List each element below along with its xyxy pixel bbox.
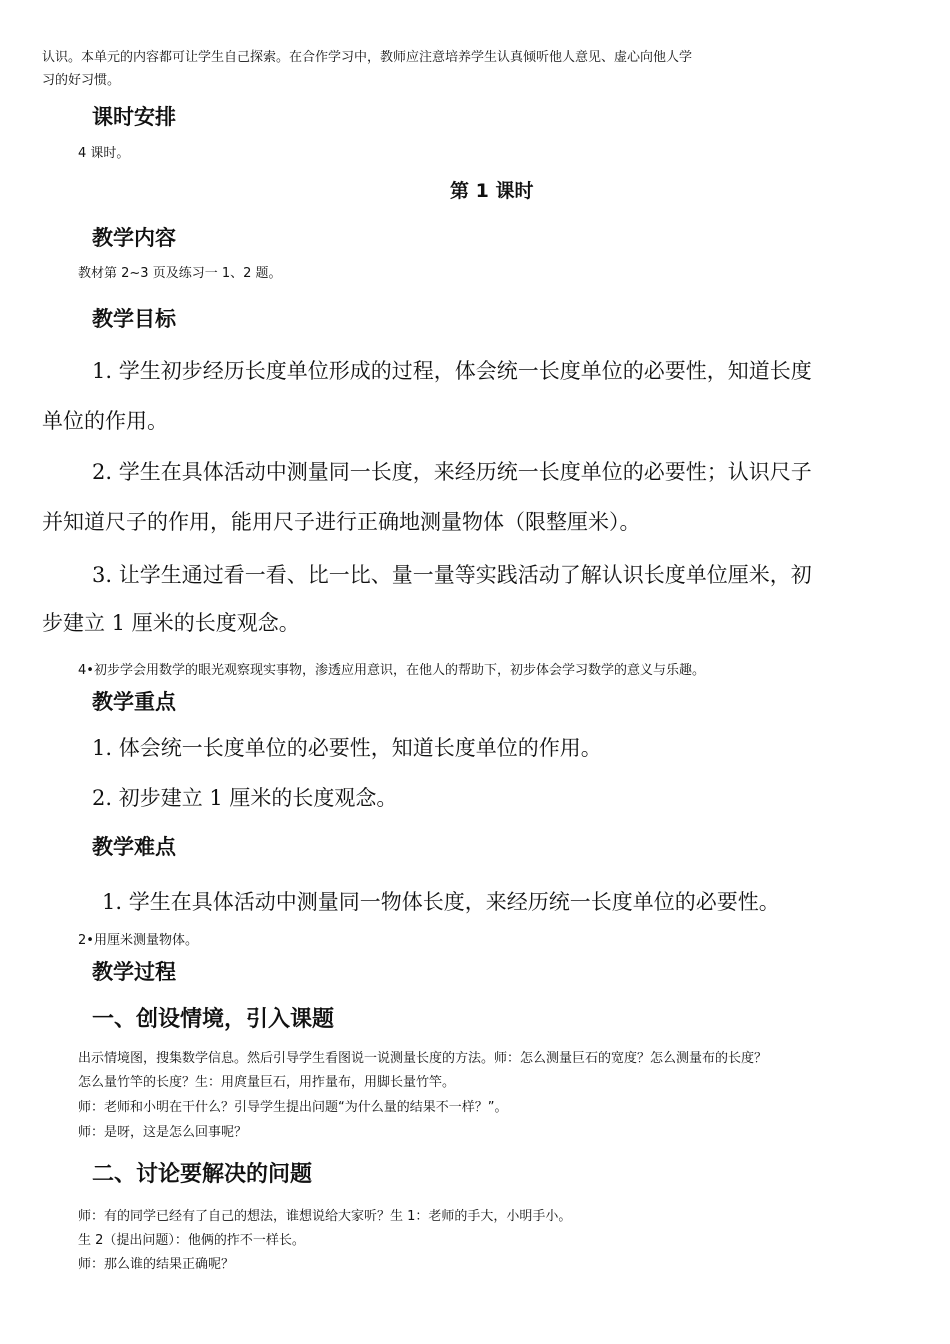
part-2-para-2: 生 2（提出问题）：他俩的拃不一样长。 — [78, 1233, 305, 1248]
content-heading: 教学内容 — [92, 226, 176, 250]
key-point-2: 2. 初步建立 1 厘米的长度观念。 — [92, 786, 398, 810]
goal-2-line-1: 2. 学生在具体活动中测量同一长度，来经历统一长度单位的必要性；认识尺子 — [92, 460, 812, 484]
goal-1-line-1: 1. 学生初步经历长度单位形成的过程，体会统一长度单位的必要性，知道长度 — [92, 359, 812, 383]
goal-2-line-2: 并知道尺子的作用，能用尺子进行正确地测量物体（限整厘米）。 — [42, 510, 641, 534]
part-1-para-1-line-2: 怎么量竹竿的长度？生：用庹量巨石，用拃量布，用脚长量竹竿。 — [78, 1075, 456, 1090]
part-1-para-2: 师：老师和小明在干什么？引导学生提出问题“为什么量的结果不一样？”。 — [78, 1100, 508, 1115]
lesson-title: 第 1 课时 — [450, 180, 534, 202]
part-1-para-1-line-1: 出示情境图，搜集数学信息。然后引导学生看图说一说测量长度的方法。师：怎么测量巨石的宽度？怎么测量布的长度？ — [78, 1051, 768, 1066]
part-2-heading: 二、讨论要解决的问题 — [92, 1162, 313, 1187]
part-2-para-1: 师：有的同学已经有了自己的想法，谁想说给大家听？生 1：老师的手大，小明手小。 — [78, 1209, 572, 1224]
process-heading: 教学过程 — [92, 960, 176, 984]
schedule-heading: 课时安排 — [92, 105, 176, 129]
content-text: 教材第 2~3 页及练习一 1、2 题。 — [78, 266, 282, 281]
difficulty-2: 2•用厘米测量物体。 — [78, 933, 198, 948]
goals-heading: 教学目标 — [92, 307, 176, 331]
goal-3-line-1: 3. 让学生通过看一看、比一比、量一量等实践活动了解认识长度单位厘米，初 — [92, 563, 812, 587]
key-points-heading: 教学重点 — [92, 690, 176, 714]
key-point-1: 1. 体会统一长度单位的必要性，知道长度单位的作用。 — [92, 736, 602, 760]
difficulties-heading: 教学难点 — [92, 835, 176, 859]
part-2-para-3: 师：那么谁的结果正确呢？ — [78, 1257, 235, 1272]
intro-line-2: 习的好习惯。 — [42, 73, 121, 88]
difficulty-1: 1. 学生在具体活动中测量同一物体长度，来经历统一长度单位的必要性。 — [102, 890, 780, 914]
goal-1-line-2: 单位的作用。 — [42, 409, 168, 433]
part-1-heading: 一、创设情境，引入课题 — [92, 1007, 335, 1032]
schedule-text: 4 课时。 — [78, 146, 130, 161]
part-1-para-3: 师：是呀，这是怎么回事呢？ — [78, 1125, 248, 1140]
goal-3-line-2: 步建立 1 厘米的长度观念。 — [42, 611, 300, 635]
intro-line-1: 认识。本单元的内容都可让学生自己探索。在合作学习中，教师应注意培养学生认真倾听他人意见、虚心向他人学 — [42, 50, 693, 65]
goal-4: 4•初步学会用数学的眼光观察现实事物，渗透应用意识，在他人的帮助下，初步体会学习数学的意义与乐趣。 — [78, 663, 705, 678]
